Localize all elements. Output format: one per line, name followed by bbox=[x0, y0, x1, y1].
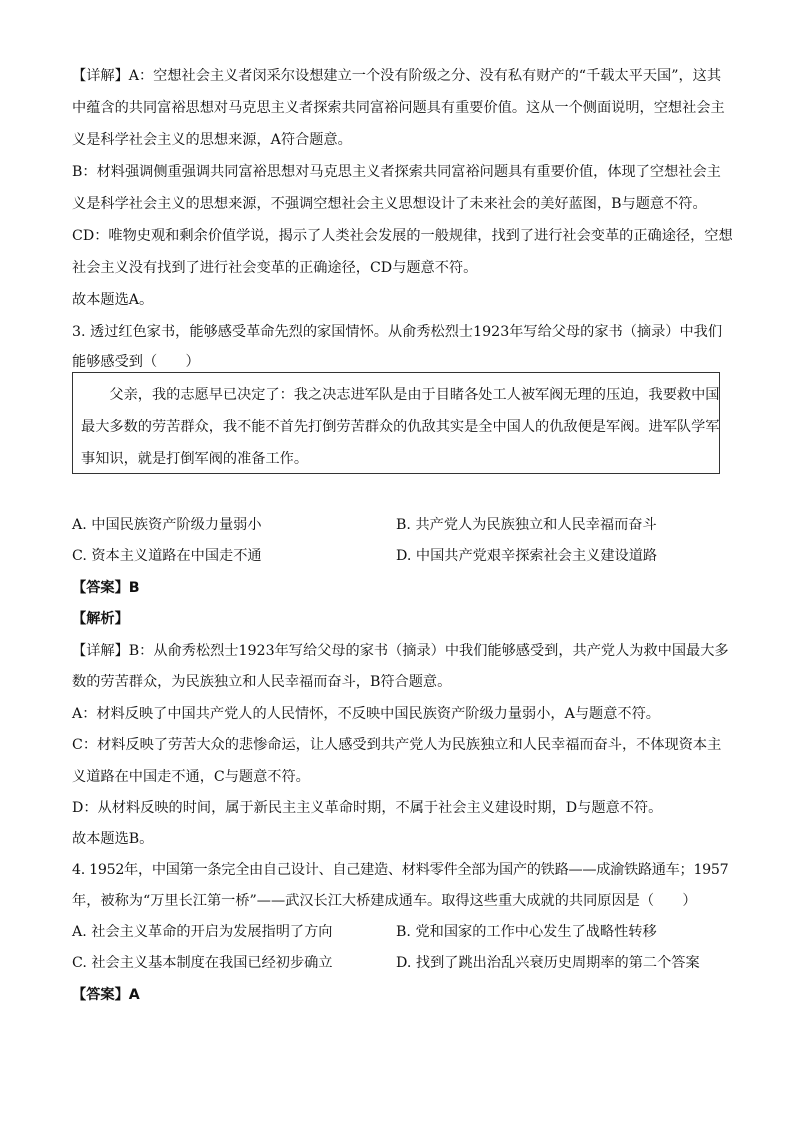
q3-conclusion: 故本题选B。 bbox=[72, 831, 154, 847]
q2-explain-line-1: 【详解】A：空想社会主义者闵采尔设想建立一个没有阶级之分、没有私有财产的“千载太平天国”，这其 bbox=[72, 68, 722, 84]
q4-option-b: B. 党和国家的工作中心发生了战略性转移 bbox=[396, 924, 657, 940]
q4-option-d: D. 找到了跳出治乱兴衰历史周期率的第二个答案 bbox=[396, 955, 700, 971]
q3-option-d: D. 中国共产党艰辛探索社会主义建设道路 bbox=[396, 548, 658, 564]
q3-stem-line-1: 3. 透过红色家书，能够感受革命先烈的家国情怀。从俞秀松烈士1923年写给父母的家书（摘录）中我们 bbox=[72, 324, 723, 340]
q3-quote-line-2: 最大多数的劳苦群众，我不能不首先打倒劳苦群众的仇敌其实是全中国人的仇敌便是军阀。进军队学军 bbox=[81, 419, 720, 435]
q3-quote-box bbox=[72, 372, 720, 474]
q4-option-a: A. 社会主义革命的开启为发展指明了方向 bbox=[72, 924, 333, 940]
q2-explain-line-6: CD：唯物史观和剩余价值学说，揭示了人类社会发展的一般规律，找到了进行社会变革的正确途径，空想 bbox=[72, 228, 733, 244]
q3-answer: 【答案】B bbox=[72, 580, 140, 596]
q3-analysis-label: 【解析】 bbox=[72, 611, 129, 627]
q3-option-b: B. 共产党人为民族独立和人民幸福而奋斗 bbox=[396, 517, 657, 533]
q2-explain-line-4: B：材料强调侧重强调共同富裕思想对马克思主义者探索共同富裕问题具有重要价值，体现了空想社会主 bbox=[72, 164, 721, 180]
q2-explain-line-7: 社会主义没有找到了进行社会变革的正确途径，CD与题意不符。 bbox=[72, 260, 478, 276]
q2-explain-line-3: 义是科学社会主义的思想来源，A符合题意。 bbox=[72, 132, 352, 148]
q4-stem-line-1: 4. 1952年，中国第一条完全由自己设计、自己建造、材料零件全部为国产的铁路——成渝铁路通车；1957 bbox=[72, 862, 729, 878]
q3-quote-line-3: 事知识，就是打倒军阀的准备工作。 bbox=[81, 451, 309, 467]
q3-explain-line-5: 义道路在中国走不通，C与题意不符。 bbox=[72, 769, 310, 785]
q3-explain-line-1: 【详解】B：从俞秀松烈士1923年写给父母的家书（摘录）中我们能够感受到，共产党人为救中国最大多 bbox=[72, 643, 729, 659]
q2-explain-line-5: 义是科学社会主义的思想来源，不强调空想社会主义思想设计了未来社会的美好蓝图，B与题意不符。 bbox=[72, 196, 707, 212]
q3-option-a: A. 中国民族资产阶级力量弱小 bbox=[72, 517, 262, 533]
q3-explain-line-3: A：材料反映了中国共产党人的人民情怀，不反映中国民族资产阶级力量弱小，A与题意不符。 bbox=[72, 706, 660, 722]
q4-answer: 【答案】A bbox=[72, 987, 140, 1003]
q3-explain-line-6: D：从材料反映的时间，属于新民主主义革命时期，不属于社会主义建设时期，D与题意不符。 bbox=[72, 800, 663, 816]
q2-conclusion: 故本题选A。 bbox=[72, 292, 154, 308]
q3-explain-line-4: C：材料反映了劳苦大众的悲惨命运，让人感受到共产党人为民族独立和人民幸福而奋斗，不体现资本主 bbox=[72, 737, 722, 753]
q2-explain-line-2: 中蕴含的共同富裕思想对马克思主义者探索共同富裕问题具有重要价值。这从一个侧面说明，空想社会主 bbox=[72, 100, 725, 116]
q4-option-c: C. 社会主义基本制度在我国已经初步确立 bbox=[72, 955, 333, 971]
q3-stem-line-2: 能够感受到（ ） bbox=[72, 354, 200, 370]
q4-stem-line-2: 年，被称为“万里长江第一桥”——武汉长江大桥建成通车。取得这些重大成就的共同原因是（ ） bbox=[72, 893, 697, 909]
q3-option-c: C. 资本主义道路在中国走不通 bbox=[72, 548, 262, 564]
q3-explain-line-2: 数的劳苦群众，为民族独立和人民幸福而奋斗，B符合题意。 bbox=[72, 674, 452, 690]
q3-quote-line-1: 父亲，我的志愿早已决定了：我之决志进军队是由于目睹各处工人被军阀无理的压迫，我要救中国 bbox=[81, 387, 720, 403]
